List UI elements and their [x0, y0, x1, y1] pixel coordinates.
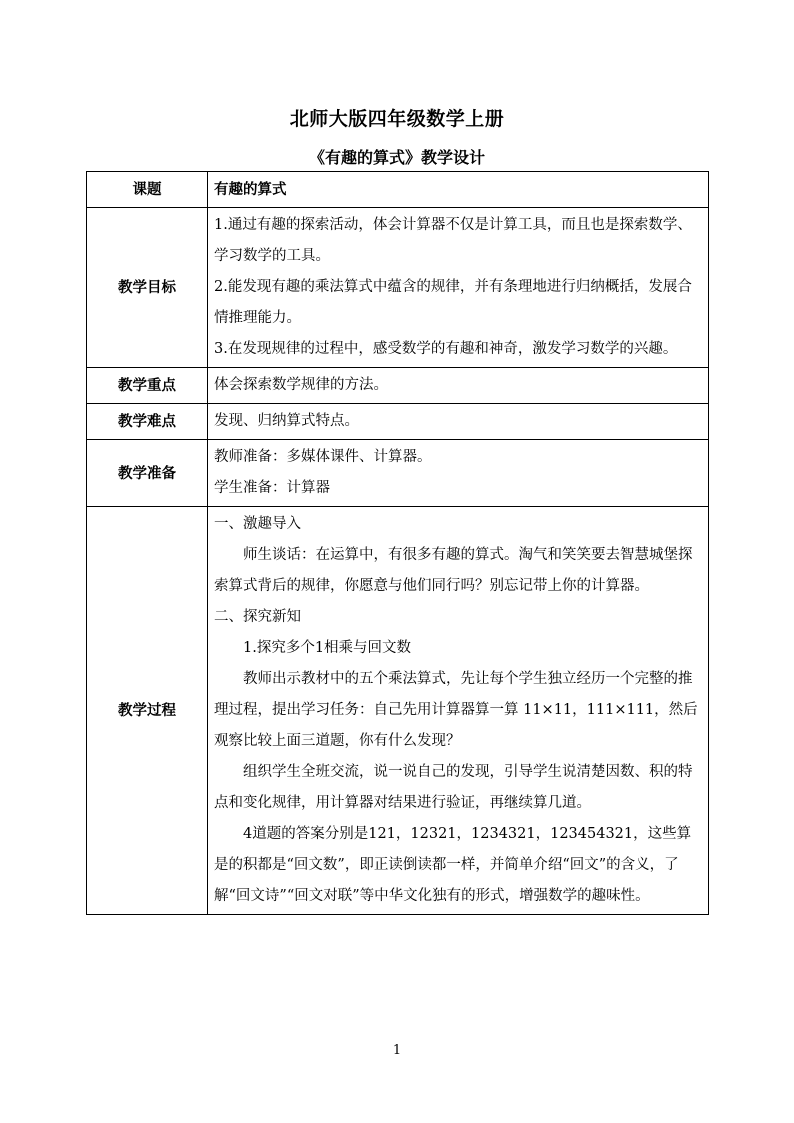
preparation-student: 学生准备：计算器 [214, 480, 330, 496]
row-difficulties [87, 404, 709, 440]
process-section1-text: 师生谈话：在运算中，有很多有趣的算式。淘气和笑笑要去智慧城堡探索算式背后的规律，你愿意与他们同行吗？别忘记带上你的计算器。 [214, 547, 693, 594]
process-section1-heading: 一、激趣导入 [214, 516, 301, 532]
process-sub1-heading: 1.探究多个1相乘与回文数 [243, 640, 412, 656]
document-subtitle: 《有趣的算式》教学设计 [308, 148, 485, 167]
process-paragraph: 教师出示教材中的五个乘法算式，先让每个学生独立经历一个完整的推理过程，提出学习任务：自己先用计算器算一算 11×11，111×111，然后观察比较上面三道题，你有什么发现？ [214, 671, 698, 749]
row-topic [87, 172, 709, 208]
value-difficulties: 发现、归纳算式特点。 [208, 404, 709, 440]
label-process: 教学过程 [87, 507, 208, 915]
value-process [208, 507, 709, 915]
page-number: 1 [392, 1043, 402, 1058]
process-paragraph: 4道题的答案分别是121，12321，1234321，123454321，这些算是的积都是“回文数”，即正读倒读都一样，并简单介绍“回文”的含义，了解“回文诗”“回文对联”等中华文化独有的形式，增强数学的趣味性。 [214, 826, 692, 904]
preparation-teacher: 教师准备：多媒体课件、计算器。 [214, 449, 432, 465]
row-key-points [87, 368, 709, 404]
label-key-points: 教学重点 [87, 368, 208, 404]
row-objectives [87, 208, 709, 368]
objective-item: 2.能发现有趣的乘法算式中蕴含的规律，并有条理地进行归纳概括，发展合情推理能力。 [214, 279, 692, 326]
process-paragraph: 组织学生全班交流，说一说自己的发现，引导学生说清楚因数、积的特点和变化规律，用计算器对结果进行验证，再继续算几道。 [214, 764, 693, 811]
process-section2-heading: 二、探究新知 [214, 609, 301, 625]
value-preparation [208, 440, 709, 507]
document-title: 北师大版四年级数学上册 [289, 108, 505, 130]
label-difficulties: 教学难点 [87, 404, 208, 440]
label-preparation: 教学准备 [87, 440, 208, 507]
value-objectives [208, 208, 709, 368]
row-preparation [87, 440, 709, 507]
row-process [87, 507, 709, 915]
label-topic: 课题 [87, 172, 208, 208]
value-key-points: 体会探索数学规律的方法。 [208, 368, 709, 404]
objective-item: 1.通过有趣的探索活动，体会计算器不仅是计算工具，而且也是探索数学、学习数学的工具。 [214, 217, 692, 264]
lesson-plan-table [86, 171, 709, 915]
label-objectives: 教学目标 [87, 208, 208, 368]
value-topic: 有趣的算式 [208, 172, 709, 208]
objective-item: 3.在发现规律的过程中，感受数学的有趣和神奇，激发学习数学的兴趣。 [214, 341, 678, 357]
